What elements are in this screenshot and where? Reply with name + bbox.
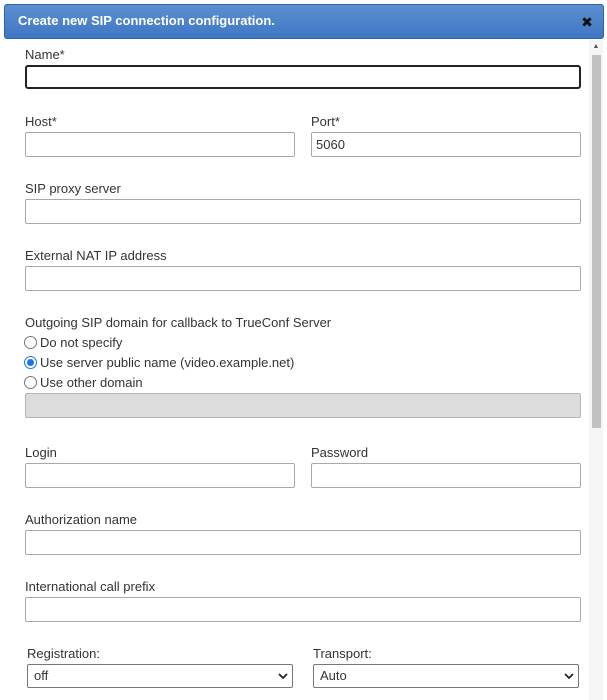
radio-use-other-domain[interactable] <box>24 374 143 391</box>
chevron-down-icon <box>563 670 575 682</box>
radio-label: Use server public name (video.example.net) <box>40 355 295 370</box>
proxy-label: SIP proxy server <box>25 181 121 196</box>
scrollbar-thumb[interactable] <box>592 55 601 428</box>
login-label: Login <box>25 445 57 460</box>
radio-label: Use other domain <box>40 375 143 390</box>
nat-input[interactable] <box>25 266 581 291</box>
transport-value: Auto <box>320 668 347 683</box>
radio-do-not-specify[interactable] <box>24 334 122 351</box>
host-input[interactable] <box>25 132 295 157</box>
password-label: Password <box>311 445 369 460</box>
radio-button[interactable] <box>24 376 37 389</box>
port-input[interactable] <box>311 132 581 157</box>
port-label: Port* <box>311 114 340 129</box>
dialog-title: Create new SIP connection configuration. <box>18 13 275 28</box>
registration-label: Registration: <box>27 646 100 661</box>
transport-label: Transport: <box>313 646 372 661</box>
login-input[interactable] <box>25 463 295 488</box>
radio-button[interactable] <box>24 356 37 369</box>
other-domain-input <box>25 393 581 418</box>
proxy-input[interactable] <box>25 199 581 224</box>
registration-value: off <box>34 668 49 683</box>
transport-select[interactable] <box>313 664 579 688</box>
intl-prefix-input[interactable] <box>25 597 581 622</box>
nat-label: External NAT IP address <box>25 248 167 263</box>
dialog-titlebar <box>4 4 604 39</box>
radio-button[interactable] <box>24 336 37 349</box>
vertical-scrollbar[interactable] <box>589 40 603 700</box>
radio-use-server-public-name[interactable] <box>24 354 294 371</box>
scroll-up-arrow-icon[interactable]: ▲ <box>592 43 600 50</box>
registration-select[interactable] <box>27 664 293 688</box>
chevron-down-icon <box>277 670 289 682</box>
auth-name-label: Authorization name <box>25 512 138 527</box>
close-icon[interactable]: ✖ <box>581 14 593 30</box>
name-input[interactable] <box>25 65 581 89</box>
password-input[interactable] <box>311 463 581 488</box>
host-label: Host* <box>25 114 57 129</box>
intl-prefix-label: International call prefix <box>25 579 156 594</box>
name-label: Name* <box>25 47 65 62</box>
outgoing-domain-label: Outgoing SIP domain for callback to TrueConf Server <box>25 315 332 330</box>
radio-label: Do not specify <box>40 335 123 350</box>
auth-name-input[interactable] <box>25 530 581 555</box>
